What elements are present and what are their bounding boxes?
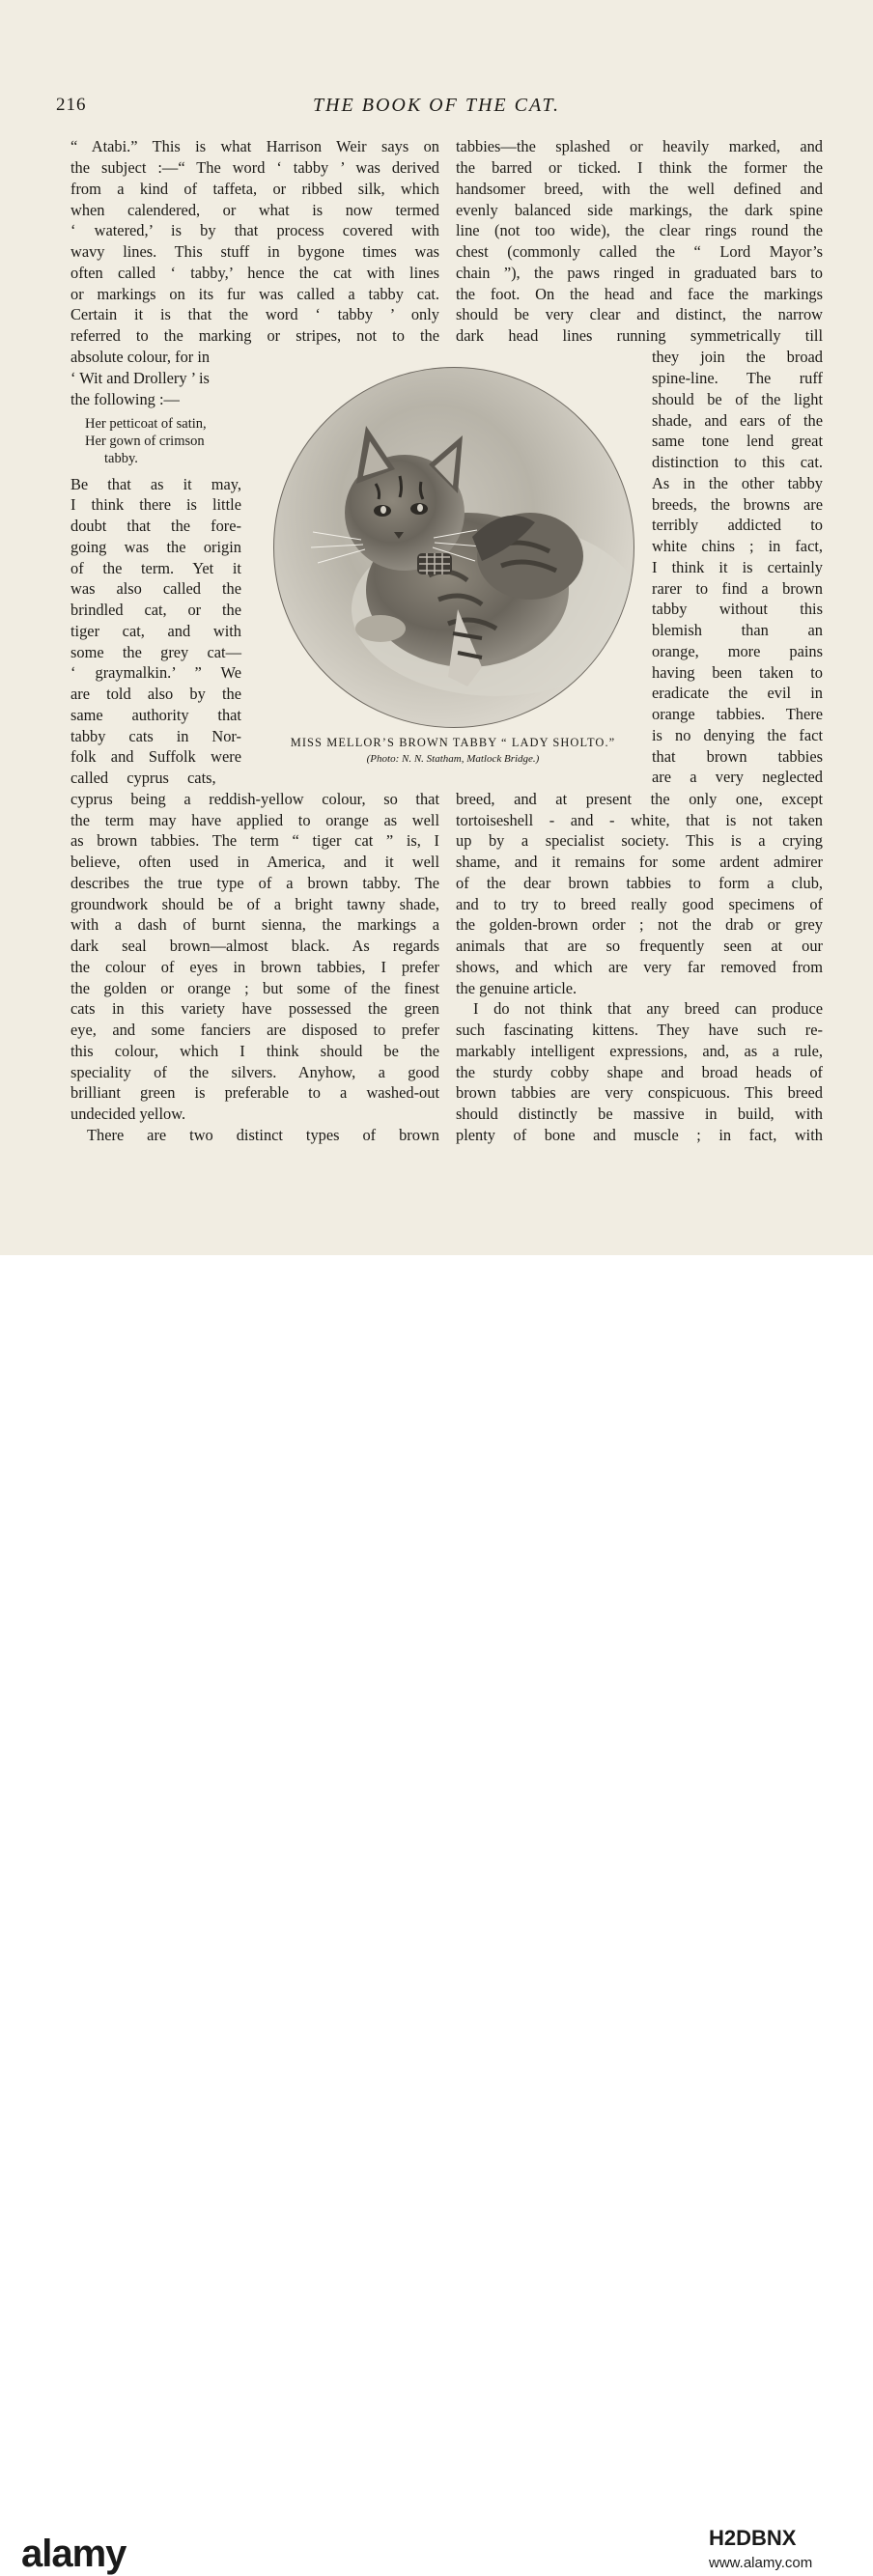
text-line: folk and Suffolk were [70,747,241,766]
text-line: undecided yellow. [70,1105,186,1123]
page-number: 216 [56,95,87,115]
text-line: markably intelligent expressions, and, as a rule, [456,1042,823,1060]
text-line: of the term. Yet it [70,559,241,577]
text-line: I do not think that any breed can produce [473,999,823,1018]
text-line: “ Atabi.” This is what Harrison Weir says on [70,137,439,155]
text-line: and to try to breed really good specimens of [456,895,823,913]
verse-line: tabby. [104,451,138,466]
text-line: was also called the [70,579,241,598]
text-line: as brown tabbies. The term “ tiger cat ” is, I [70,831,439,850]
text-line: breeds, the browns are [652,495,823,514]
text-line: tabby without this [652,600,823,618]
text-line: are a very neglected [652,768,823,786]
cat-photograph [273,367,634,728]
watermark-url: www.alamy.com [709,2555,813,2571]
text-line: cats in this variety have possessed the green [70,999,439,1018]
image-id: H2DBNX [709,2526,797,2550]
text-line: the following :— [70,390,180,408]
text-line: white chins ; in fact, [652,537,823,555]
text-line: eradicate the evil in [652,684,823,702]
watermark-footer [0,1255,873,2575]
text-line: handsomer breed, with the well defined and [456,180,823,198]
text-line: the term may have applied to orange as well [70,811,439,829]
text-line: orange, more pains [652,642,823,660]
text-line: or markings on its fur was called a tabby cat. [70,285,439,303]
text-line: up by a specialist society. This is a crying [456,831,823,850]
text-line: going was the origin [70,538,241,556]
text-line: wavy lines. This stuff in bygone times was [70,242,439,261]
text-line: evenly balanced side markings, the dark spine [456,201,823,219]
text-line: brown tabbies are very conspicuous. This breed [456,1083,823,1102]
text-line: with a dash of burnt sienna, the markings a [70,915,439,934]
text-line: should distinctly be massive in build, with [456,1105,823,1123]
text-line: from a kind of taffeta, or ribbed silk, which [70,180,439,198]
text-line: describes the true type of a brown tabby. The [70,874,439,892]
text-line: the genuine article. [456,979,577,997]
text-line: same authority that [70,706,241,724]
text-line: rarer to find a brown [652,579,823,598]
book-page [0,0,873,1255]
verse-line: Her gown of crimson [85,434,205,449]
text-line: should be of the light [652,390,823,408]
photo-credit: (Photo: N. N. Statham, Matlock Bridge.) [366,753,540,765]
alamy-logo: alamy [21,2533,127,2575]
text-line: distinction to this cat. [652,453,823,471]
text-line: chest (commonly called the “ Lord Mayor’s [456,242,823,261]
text-line: this colour, which I think should be the [70,1042,439,1060]
text-line: the colour of eyes in brown tabbies, I prefer [70,958,439,976]
text-line: the golden or orange ; but some of the finest [70,979,439,997]
text-line: the sturdy cobby shape and broad heads of [456,1063,823,1081]
text-line: same tone lend great [652,432,823,450]
text-line: brilliant green is preferable to a washed-out [70,1083,439,1102]
running-head: THE BOOK OF THE CAT. [312,95,561,116]
text-line: that brown tabbies [652,747,823,766]
text-line: groundwork should be of a bright tawny shade, [70,895,439,913]
text-line: speciality of the silvers. Anyhow, a good [70,1063,439,1081]
text-line: the foot. On the head and face the markings [456,285,823,303]
text-line: blemish than an [652,621,823,639]
text-line: when calendered, or what is now termed [70,201,439,219]
text-line: Be that as it may, [70,475,241,493]
text-line: As in the other tabby [652,474,823,492]
text-line: the barred or ticked. I think the former the [456,158,823,177]
text-line: ‘ Wit and Drollery ’ is [70,369,210,387]
text-line: terribly addicted to [652,516,823,534]
text-line: some the grey cat— [70,643,241,661]
text-line: shade, and ears of the [652,411,823,430]
text-line: brindled cat, or the [70,601,241,619]
text-line: of the dear brown tabbies to form a club, [456,874,823,892]
text-line: believe, often used in America, and it well [70,853,439,871]
text-line: spine-line. The ruff [652,369,823,387]
text-line: Certain it is that the word ‘ tabby ’ only [70,305,439,323]
text-line: There are two distinct types of brown [87,1126,439,1144]
text-line: shame, and it remains for some ardent admirer [456,853,823,871]
figure-caption: MISS MELLOR’S BROWN TABBY “ LADY SHOLTO.” [290,736,616,749]
text-line: eye, and some fanciers are disposed to prefer [70,1021,439,1039]
text-line: tiger cat, and with [70,622,241,640]
text-line: line (not too wide), the clear rings round the [456,221,823,239]
text-line: cyprus being a reddish-yellow colour, so that [70,790,439,808]
text-line: the golden-brown order ; not the drab or grey [456,915,823,934]
text-line: I think it is certainly [652,558,823,576]
text-line: dark head lines running symmetrically till [456,326,823,345]
text-line: tabby cats in Nor- [70,727,241,745]
text-line: orange tabbies. There [652,705,823,723]
text-line: shows, and which are very far removed from [456,958,823,976]
text-line: they join the broad [652,348,823,366]
text-line: plenty of bone and muscle ; in fact, with [456,1126,823,1144]
text-line: tortoiseshell - and - white, that is not taken [456,811,823,829]
text-line: I think there is little [70,495,241,514]
text-line: breed, and at present the only one, except [456,790,823,808]
tabby-cat-illustration [274,368,634,727]
text-line: should be very clear and distinct, the narrow [456,305,823,323]
text-line: is no denying the fact [652,726,823,744]
text-line: often called ‘ tabby,’ hence the cat with lines [70,264,439,282]
text-line: are told also by the [70,685,241,703]
text-line: chain ”), the paws ringed in graduated bars to [456,264,823,282]
text-line: ‘ graymalkin.’ ” We [70,663,241,682]
text-line: tabbies—the splashed or heavily marked, and [456,137,823,155]
text-line: dark seal brown—almost black. As regards [70,937,439,955]
verse-line: Her petticoat of satin, [85,416,207,432]
text-line: animals that are so frequently seen at our [456,937,823,955]
text-line: referred to the marking or stripes, not to the [70,326,439,345]
text-line: called cyprus cats, [70,769,216,787]
text-line: the subject :—“ The word ‘ tabby ’ was derived [70,158,439,177]
text-line: having been taken to [652,663,823,682]
text-line: absolute colour, for in [70,348,211,366]
text-line: ‘ watered,’ is by that process covered with [70,221,439,239]
text-line: such fascinating kittens. They have such re- [456,1021,823,1039]
text-line: doubt that the fore- [70,517,241,535]
